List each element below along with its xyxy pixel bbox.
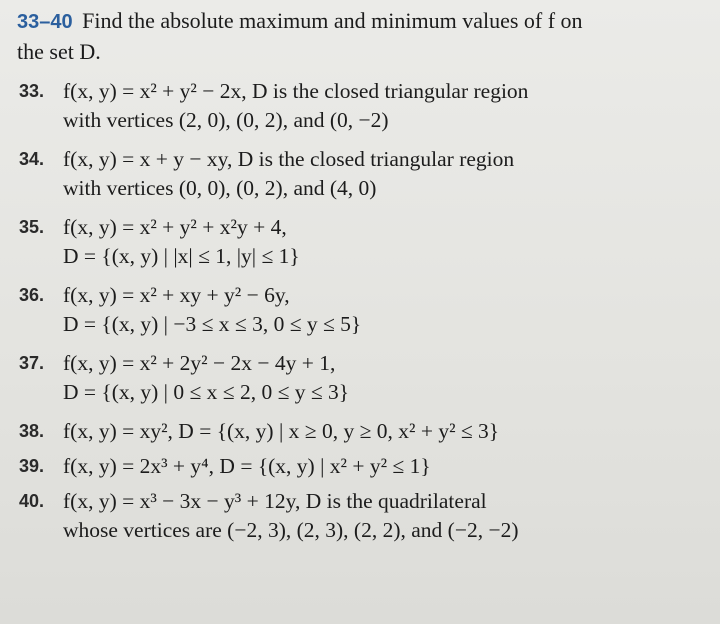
problem-statement-line-1: f(x, y) = xy², D = {(x, y) | x ≥ 0, y ≥ 0, x² + y² ≤ 3} xyxy=(63,419,500,443)
problem-statement-line-1: f(x, y) = x² + y² − 2x, D is the closed triangular region xyxy=(63,79,529,103)
problem-number: 38. xyxy=(19,421,45,441)
problem-40 xyxy=(17,487,706,545)
problem-statement-line-2: with vertices (2, 0), (0, 2), and (0, −2) xyxy=(63,108,389,132)
problem-number: 40. xyxy=(19,491,45,511)
problem-statement-line-1: f(x, y) = x² + xy + y² − 6y, xyxy=(63,283,290,307)
problem-statement-line-1: f(x, y) = x² + 2y² − 2x − 4y + 1, xyxy=(63,351,336,375)
problem-33 xyxy=(17,77,706,135)
problem-34 xyxy=(17,145,706,203)
problem-statement-line-1: f(x, y) = x + y − xy, D is the closed triangular region xyxy=(63,147,515,171)
problem-statement-line-1: f(x, y) = x³ − 3x − y³ + 12y, D is the quadrilateral xyxy=(63,489,487,513)
problem-number: 36. xyxy=(19,285,45,305)
problem-statement-line-2: with vertices (0, 0), (0, 2), and (4, 0) xyxy=(63,176,377,200)
problem-statement-line-2: D = {(x, y) | −3 ≤ x ≤ 3, 0 ≤ y ≤ 5} xyxy=(63,312,362,336)
problem-35 xyxy=(17,213,706,271)
problem-number: 39. xyxy=(19,456,45,476)
exercise-instructions xyxy=(17,6,706,66)
problem-36 xyxy=(17,281,706,339)
problem-37 xyxy=(17,349,706,407)
problem-38 xyxy=(17,417,706,446)
instructions-line-2: the set D. xyxy=(17,39,101,64)
problem-number: 35. xyxy=(19,217,45,237)
problem-number: 33. xyxy=(19,81,45,101)
problem-statement-line-2: whose vertices are (−2, 3), (2, 3), (2, 2), and (−2, −2) xyxy=(63,518,519,542)
problem-39 xyxy=(17,452,706,481)
instructions-line-1: Find the absolute maximum and minimum values of f on xyxy=(82,8,583,33)
problem-statement-line-1: f(x, y) = 2x³ + y⁴, D = {(x, y) | x² + y² ≤ 1} xyxy=(63,454,431,478)
problem-number: 37. xyxy=(19,353,45,373)
problem-statement-line-2: D = {(x, y) | |x| ≤ 1, |y| ≤ 1} xyxy=(63,244,300,268)
problem-number: 34. xyxy=(19,149,45,169)
exercise-range: 33–40 xyxy=(17,11,73,33)
problem-statement-line-1: f(x, y) = x² + y² + x²y + 4, xyxy=(63,215,287,239)
problem-statement-line-2: D = {(x, y) | 0 ≤ x ≤ 2, 0 ≤ y ≤ 3} xyxy=(63,380,350,404)
